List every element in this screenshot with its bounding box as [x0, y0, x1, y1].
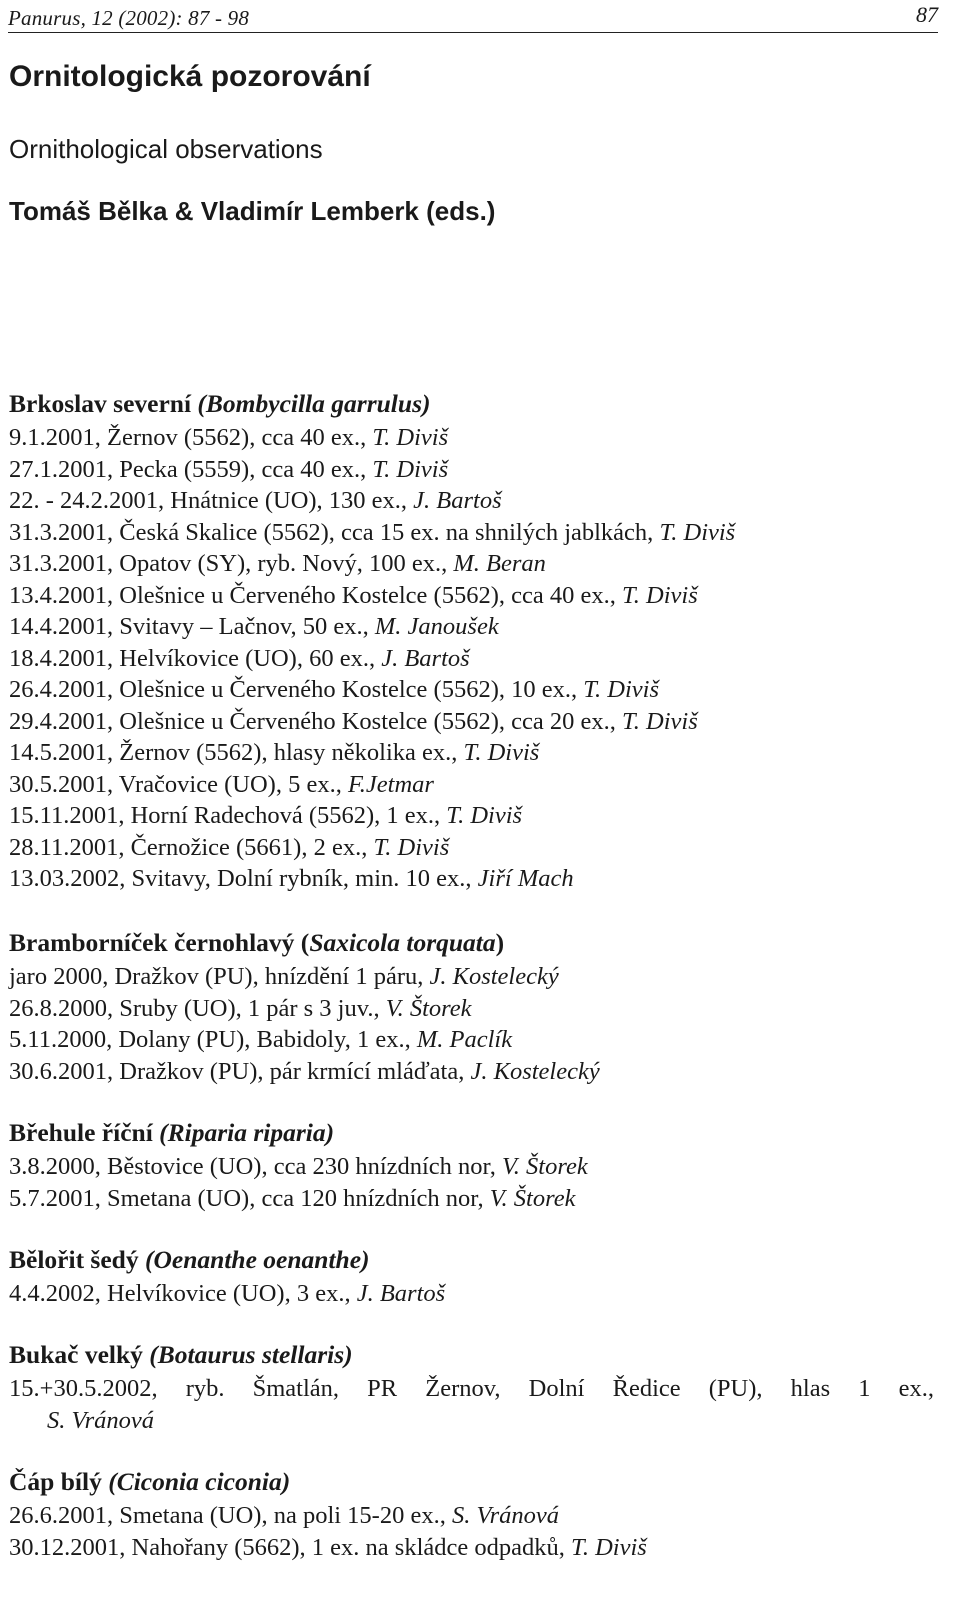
- record-line: [9, 1056, 934, 1088]
- record-line: [9, 961, 934, 993]
- record-observer: F.Jetmar: [347, 770, 434, 798]
- species-heading: [9, 928, 934, 961]
- record-line: [9, 1024, 934, 1056]
- record-line: [9, 580, 934, 612]
- record-text: 4.4.2002, Helvíkovice (UO), 3 ex.,: [9, 1280, 357, 1307]
- record-line: [9, 993, 934, 1025]
- article-editors: Tomáš Bělka & Vladimír Lemberk (eds.): [9, 196, 496, 226]
- record-line: [9, 1151, 934, 1183]
- record-text: 14.5.2001, Žernov (5562), hlasy několika ex.,: [9, 739, 464, 766]
- record-line: [9, 422, 934, 454]
- record-text: 3.8.2000, Běstovice (UO), cca 230 hnízdních nor,: [9, 1153, 502, 1180]
- record-observer: V. Štorek: [489, 1184, 576, 1212]
- record-text: 30.12.2001, Nahořany (5662), 1 ex. na skládce odpadků,: [9, 1533, 572, 1561]
- record-text: 9.1.2001, Žernov (5562), cca 40 ex.,: [9, 424, 373, 451]
- record-line: [9, 548, 934, 580]
- record-observer: M. Beran: [453, 550, 546, 577]
- species-section-ciconia: [9, 1467, 934, 1563]
- record-text: 13.4.2001, Olešnice u Červeného Kostelce (5562), cca 40 ex.,: [9, 581, 622, 609]
- record-text: 5.11.2000, Dolany (PU), Babidoly, 1 ex.,: [9, 1026, 417, 1053]
- record-line: [9, 1278, 934, 1310]
- species-latin-name: (Ciconia ciconia): [108, 1467, 291, 1496]
- record-line: [9, 863, 934, 895]
- record-line: [9, 1183, 934, 1215]
- record-observer: T. Diviš: [373, 833, 450, 861]
- record-line: [9, 517, 934, 549]
- record-observer: J. Bartoš: [356, 1280, 446, 1307]
- species-heading: [9, 1340, 934, 1373]
- species-latin-name: (Botaurus stellaris): [149, 1340, 353, 1369]
- record-line: [9, 769, 934, 801]
- species-heading-close: ): [495, 928, 505, 957]
- record-observer: J. Kostelecký: [429, 963, 559, 990]
- species-section-bombycilla: [9, 389, 934, 895]
- species-name: Bělořit šedý: [9, 1245, 139, 1274]
- record-observer: T. Diviš: [622, 581, 698, 609]
- record-text: 28.11.2001, Černožice (5661), 2 ex.,: [9, 833, 374, 861]
- journal-name: Panurus: [8, 6, 81, 30]
- record-line: [9, 1532, 934, 1564]
- species-heading: [9, 1467, 934, 1500]
- record-observer: T. Diviš: [372, 424, 449, 451]
- record-line-continuation: [9, 1405, 934, 1437]
- page-number: 87: [916, 2, 938, 27]
- record-observer: V. Štorek: [385, 994, 472, 1022]
- record-observer: M. Janoušek: [374, 613, 499, 640]
- record-observer: T. Diviš: [622, 707, 698, 735]
- record-line: [9, 454, 934, 486]
- species-name: Břehule říční: [9, 1118, 153, 1147]
- species-heading: [9, 1245, 934, 1278]
- species-latin-name: (Oenanthe oenanthe): [144, 1245, 370, 1274]
- record-text: 31.3.2001, Opatov (SY), ryb. Nový, 100 ex.,: [9, 550, 454, 577]
- record-line: [9, 800, 934, 832]
- record-observer: J. Bartoš: [381, 644, 470, 672]
- record-text: 15.11.2001, Horní Radechová (5562), 1 ex.,: [9, 802, 447, 829]
- record-line: [9, 706, 934, 738]
- species-name: Bukač velký: [9, 1340, 143, 1369]
- record-text: 29.4.2001, Olešnice u Červeného Kostelce (5562), cca 20 ex.,: [9, 707, 622, 735]
- record-text: 26.6.2001, Smetana (UO), na poli 15-20 ex.,: [9, 1502, 452, 1529]
- record-observer: T. Diviš: [446, 802, 523, 829]
- record-line: [9, 674, 934, 706]
- species-latin-name: (Bombycilla garrulus): [197, 389, 431, 418]
- species-heading: [9, 389, 934, 422]
- species-latin-name: (Riparia riparia): [159, 1118, 335, 1147]
- species-heading: [9, 1118, 934, 1151]
- article-subtitle: Ornithological observations: [9, 134, 323, 164]
- record-text: 13.03.2002, Svitavy, Dolní rybník, min. 10 ex.,: [9, 865, 478, 892]
- record-line: [9, 611, 934, 643]
- record-text: 27.1.2001, Pecka (5559), cca 40 ex.,: [9, 455, 373, 483]
- record-observer: J. Kostelecký: [470, 1057, 600, 1085]
- record-line: 15.+30.5.2002, ryb. Šmatlán, PR Žernov, Dolní Ředice (PU), hlas 1 ex.,: [9, 1375, 934, 1402]
- record-observer: T. Diviš: [659, 518, 736, 546]
- record-line: [9, 832, 934, 864]
- species-section-botaurus: [9, 1340, 934, 1436]
- record-text: 5.7.2001, Smetana (UO), cca 120 hnízdních nor,: [9, 1184, 490, 1212]
- article-title: Ornitologická pozorování: [9, 60, 371, 93]
- record-observer: V. Štorek: [501, 1153, 588, 1180]
- record-text: jaro 2000, Dražkov (PU), hnízdění 1 páru,: [9, 963, 430, 990]
- record-observer: S. Vránová: [47, 1406, 155, 1434]
- record-text: 30.6.2001, Dražkov (PU), pár krmící mláďata,: [9, 1057, 471, 1085]
- record-text: 26.8.2000, Sruby (UO), 1 pár s 3 juv.,: [9, 994, 386, 1022]
- species-section-oenanthe: [9, 1245, 934, 1310]
- species-name: Bramborníček černohlavý (: [9, 928, 310, 957]
- record-text: 30.5.2001, Vračovice (UO), 5 ex.,: [9, 770, 348, 798]
- record-observer: M. Paclík: [416, 1026, 513, 1053]
- record-text: 14.4.2001, Svitavy – Lačnov, 50 ex.,: [9, 613, 375, 640]
- journal-citation: [8, 6, 249, 31]
- record-text: 26.4.2001, Olešnice u Červeného Kostelce (5562), 10 ex.,: [9, 676, 584, 703]
- record-line: [9, 643, 934, 675]
- record-observer: T. Diviš: [372, 455, 449, 483]
- record-observer: T. Diviš: [583, 676, 660, 703]
- record-text: 18.4.2001, Helvíkovice (UO), 60 ex.,: [9, 644, 382, 672]
- species-latin-name: Saxicola torquata: [309, 928, 496, 957]
- species-name: Čáp bílý: [9, 1467, 102, 1496]
- record-line: [9, 485, 934, 517]
- record-observer: J. Bartoš: [413, 487, 502, 514]
- volume-info: , 12 (2002): 87 - 98: [80, 6, 250, 30]
- species-section-riparia: [9, 1118, 934, 1214]
- record-observer: S. Vránová: [451, 1502, 560, 1529]
- record-observer: Jiří Mach: [477, 865, 574, 892]
- running-header: [8, 2, 938, 33]
- record-line: [9, 1500, 934, 1532]
- record-line: [9, 737, 934, 769]
- record-text: 22. - 24.2.2001, Hnátnice (UO), 130 ex.,: [9, 487, 414, 514]
- record-observer: T. Diviš: [571, 1533, 647, 1561]
- record-text: 31.3.2001, Česká Skalice (5562), cca 15 ex. na shnilých jablkách,: [9, 518, 660, 546]
- species-name: Brkoslav severní: [9, 389, 192, 418]
- record-observer: T. Diviš: [463, 739, 540, 766]
- species-section-saxicola: [9, 928, 934, 1087]
